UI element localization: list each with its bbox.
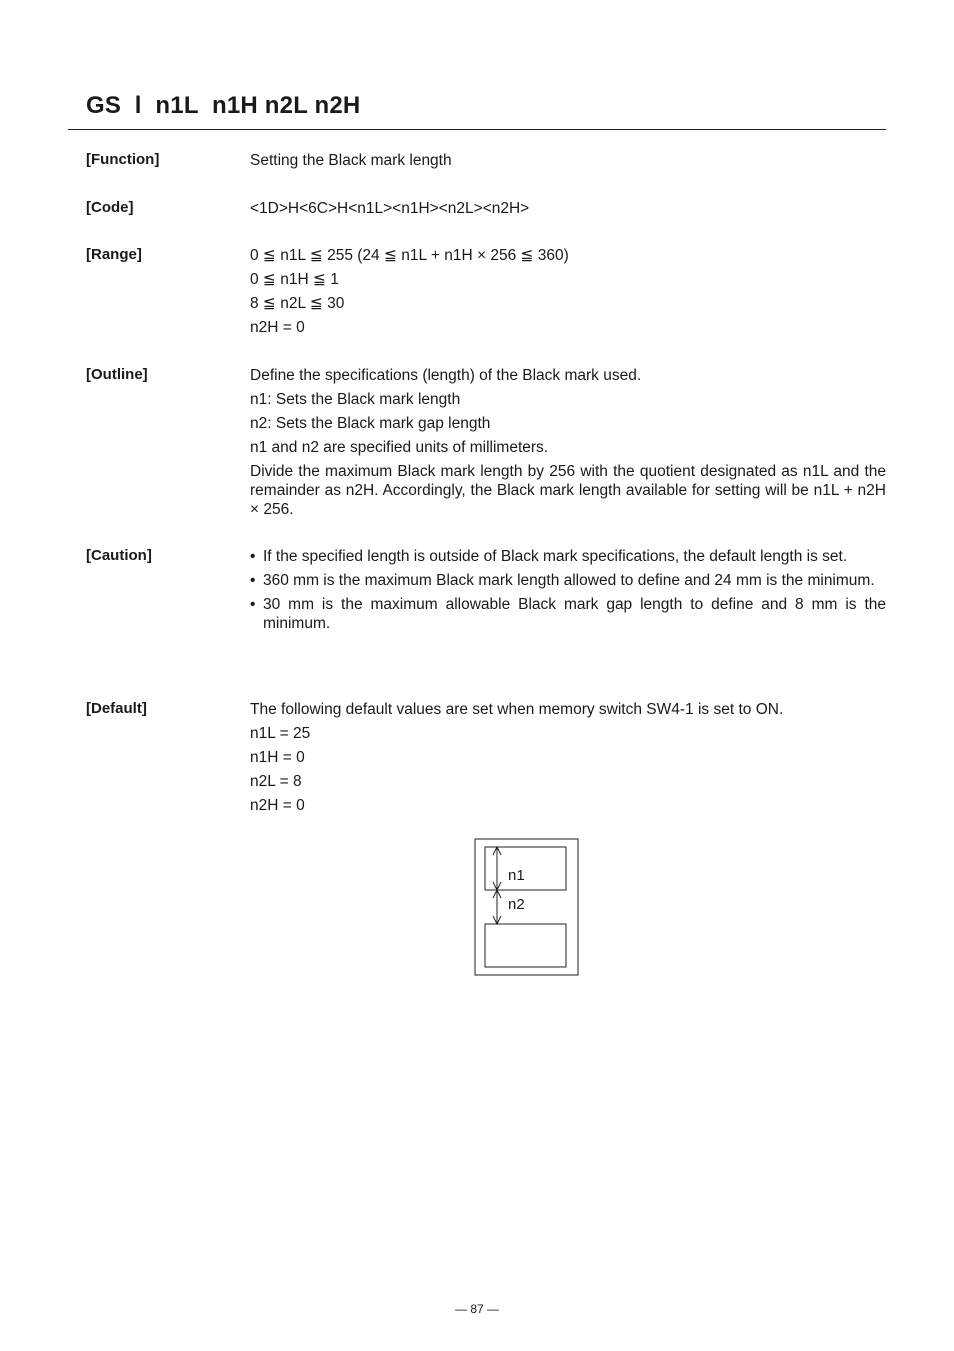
outline-label: [Outline] [86, 366, 148, 383]
default-line: The following default values are set when memory switch SW4-1 is set to ON. [250, 701, 784, 718]
bullet-dot: • [250, 572, 256, 589]
default-line: n2L = 8 [250, 773, 302, 790]
function-text: Setting the Black mark length [250, 152, 452, 169]
outline-line: n1 and n2 are specified units of millimeters. [250, 439, 549, 456]
bullet-dot: • [250, 548, 256, 565]
outline-line: n2: Sets the Black mark gap length [250, 415, 491, 432]
n2-dimension-arrow [493, 890, 501, 924]
caution-bullet [250, 571, 886, 590]
caution-text: 30 mm is the maximum allowable Black mark gap length to define and 8 mm is the minimum. [263, 596, 886, 632]
title-rule [68, 129, 886, 130]
page-number: — 87 — [454, 1302, 499, 1316]
default-line: n1H = 0 [250, 749, 305, 766]
outline-paragraph: Divide the maximum Black mark length by 256 with the quotient designated as n1L and the remainder as n2H. Accordingly, the Black mark length available for setting will be n1L + n2H × 256. [250, 463, 886, 518]
code-label: [Code] [86, 199, 134, 216]
page-title: GS l n1L n1H n2L n2H [86, 92, 361, 119]
range-line: 8 ≦ n2L ≦ 30 [250, 295, 345, 312]
default-line: n2H = 0 [250, 797, 305, 814]
n2-label: n2 [508, 896, 525, 913]
black-mark-diagram [474, 838, 580, 978]
caution-bullet [250, 547, 886, 566]
n1-label: n1 [508, 867, 525, 884]
range-line: 0 ≦ n1H ≦ 1 [250, 271, 339, 288]
outline-line: n1: Sets the Black mark length [250, 391, 461, 408]
caution-bullet [250, 595, 886, 633]
function-label: [Function] [86, 151, 160, 168]
caution-label: [Caution] [86, 547, 152, 564]
outline-line: Define the specifications (length) of the Black mark used. [250, 367, 642, 384]
caution-text: 360 mm is the maximum Black mark length allowed to define and 24 mm is the minimum. [263, 572, 875, 589]
bullet-dot: • [250, 596, 256, 613]
range-line: n2H = 0 [250, 319, 305, 336]
default-line: n1L = 25 [250, 725, 311, 742]
n1-dimension-arrow [493, 847, 501, 890]
default-label: [Default] [86, 700, 147, 717]
caution-text: If the specified length is outside of Black mark specifications, the default length is set. [263, 548, 848, 565]
range-label: [Range] [86, 246, 142, 263]
code-text: <1D>H<6C>H<n1L><n1H><n2L><n2H> [250, 200, 530, 217]
paper-outline [475, 839, 578, 975]
range-line: 0 ≦ n1L ≦ 255 (24 ≦ n1L + n1H × 256 ≦ 360) [250, 247, 569, 264]
black-mark-2 [485, 924, 566, 967]
